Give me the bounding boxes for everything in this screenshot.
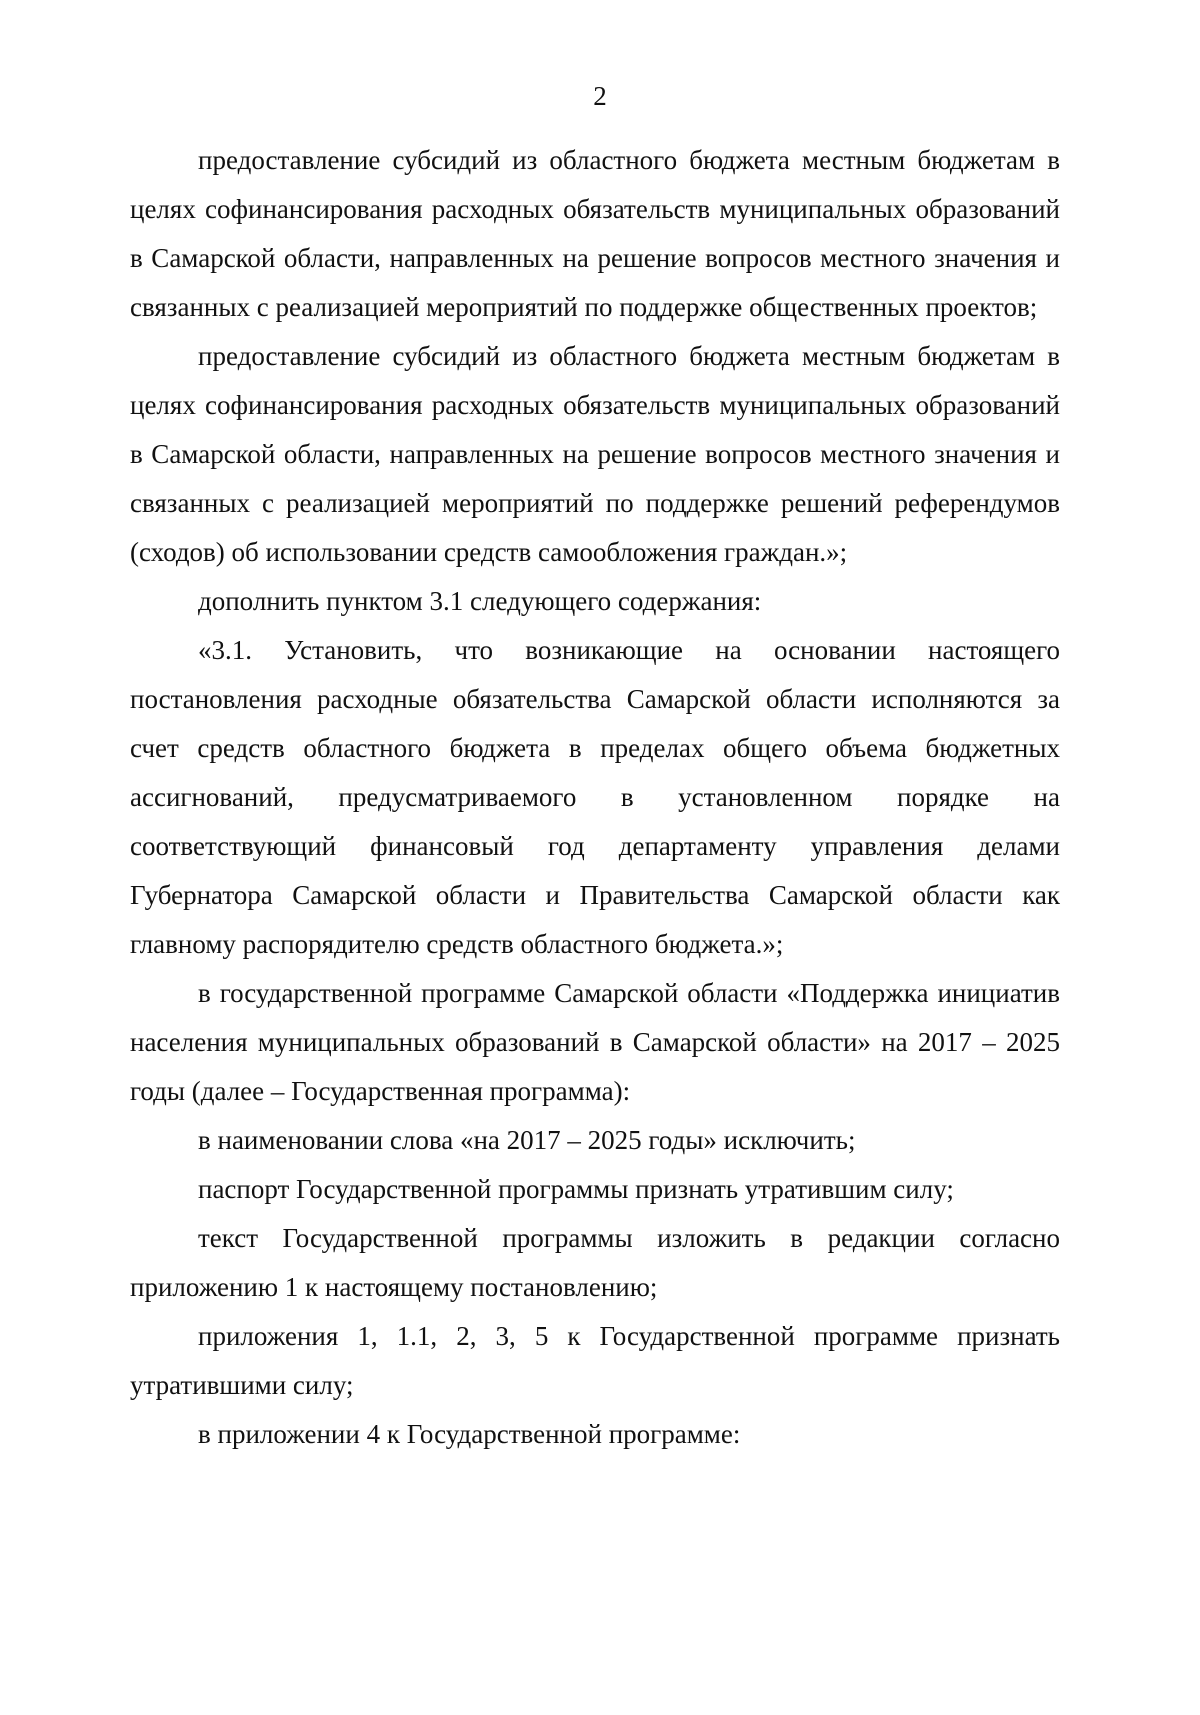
page-number: 2: [593, 81, 607, 111]
paragraph-program-text-new: текст Государственной программы изложить в редакции согласно приложению 1 к настоящему постановлению;: [130, 1223, 1060, 1302]
paragraph-appendix-4: в приложении 4 к Государственной программе:: [198, 1419, 741, 1449]
paragraph-name-change: в наименовании слова «на 2017 – 2025 годы» исключить;: [198, 1125, 856, 1155]
paragraph-subsidy-public-projects: предоставление субсидий из областного бюджета местным бюджетам в целях софинансирования расходных обязательств муниципальных образований в Самарской области, направленных на решение вопросов местного значения и связанных с реализацией мероприятий по поддержке общественных проектов;: [130, 145, 1060, 322]
paragraph-add-clause-3-1: дополнить пунктом 3.1 следующего содержания:: [198, 586, 762, 616]
document-body: [130, 136, 1060, 1459]
paragraph-passport-void: паспорт Государственной программы признать утратившим силу;: [198, 1174, 954, 1204]
paragraph-subsidy-referendums: предоставление субсидий из областного бюджета местным бюджетам в целях софинансирования расходных обязательств муниципальных образований в Самарской области, направленных на решение вопросов местного значения и связанных с реализацией мероприятий по поддержке решений референдумов (сходов) об использовании средств самообложения граждан.»;: [130, 341, 1060, 567]
paragraph-state-program: в государственной программе Самарской области «Поддержка инициатив населения муниципальных образований в Самарской области» на 2017 – 2025 годы (далее – Государственная программа):: [130, 978, 1060, 1106]
paragraph-clause-3-1-text: «3.1. Установить, что возникающие на основании настоящего постановления расходные обязательства Самарской области исполняются за счет средств областного бюджета в пределах общего объема бюджетных ассигнований, предусматриваемого в установленном порядке на соответствующий финансовый год департаменту управления делами Губернатора Самарской области и Правительства Самарской области как главному распорядителю средств областного бюджета.»;: [130, 635, 1060, 959]
paragraph-appendices-void: приложения 1, 1.1, 2, 3, 5 к Государственной программе признать утратившими силу;: [130, 1321, 1060, 1400]
